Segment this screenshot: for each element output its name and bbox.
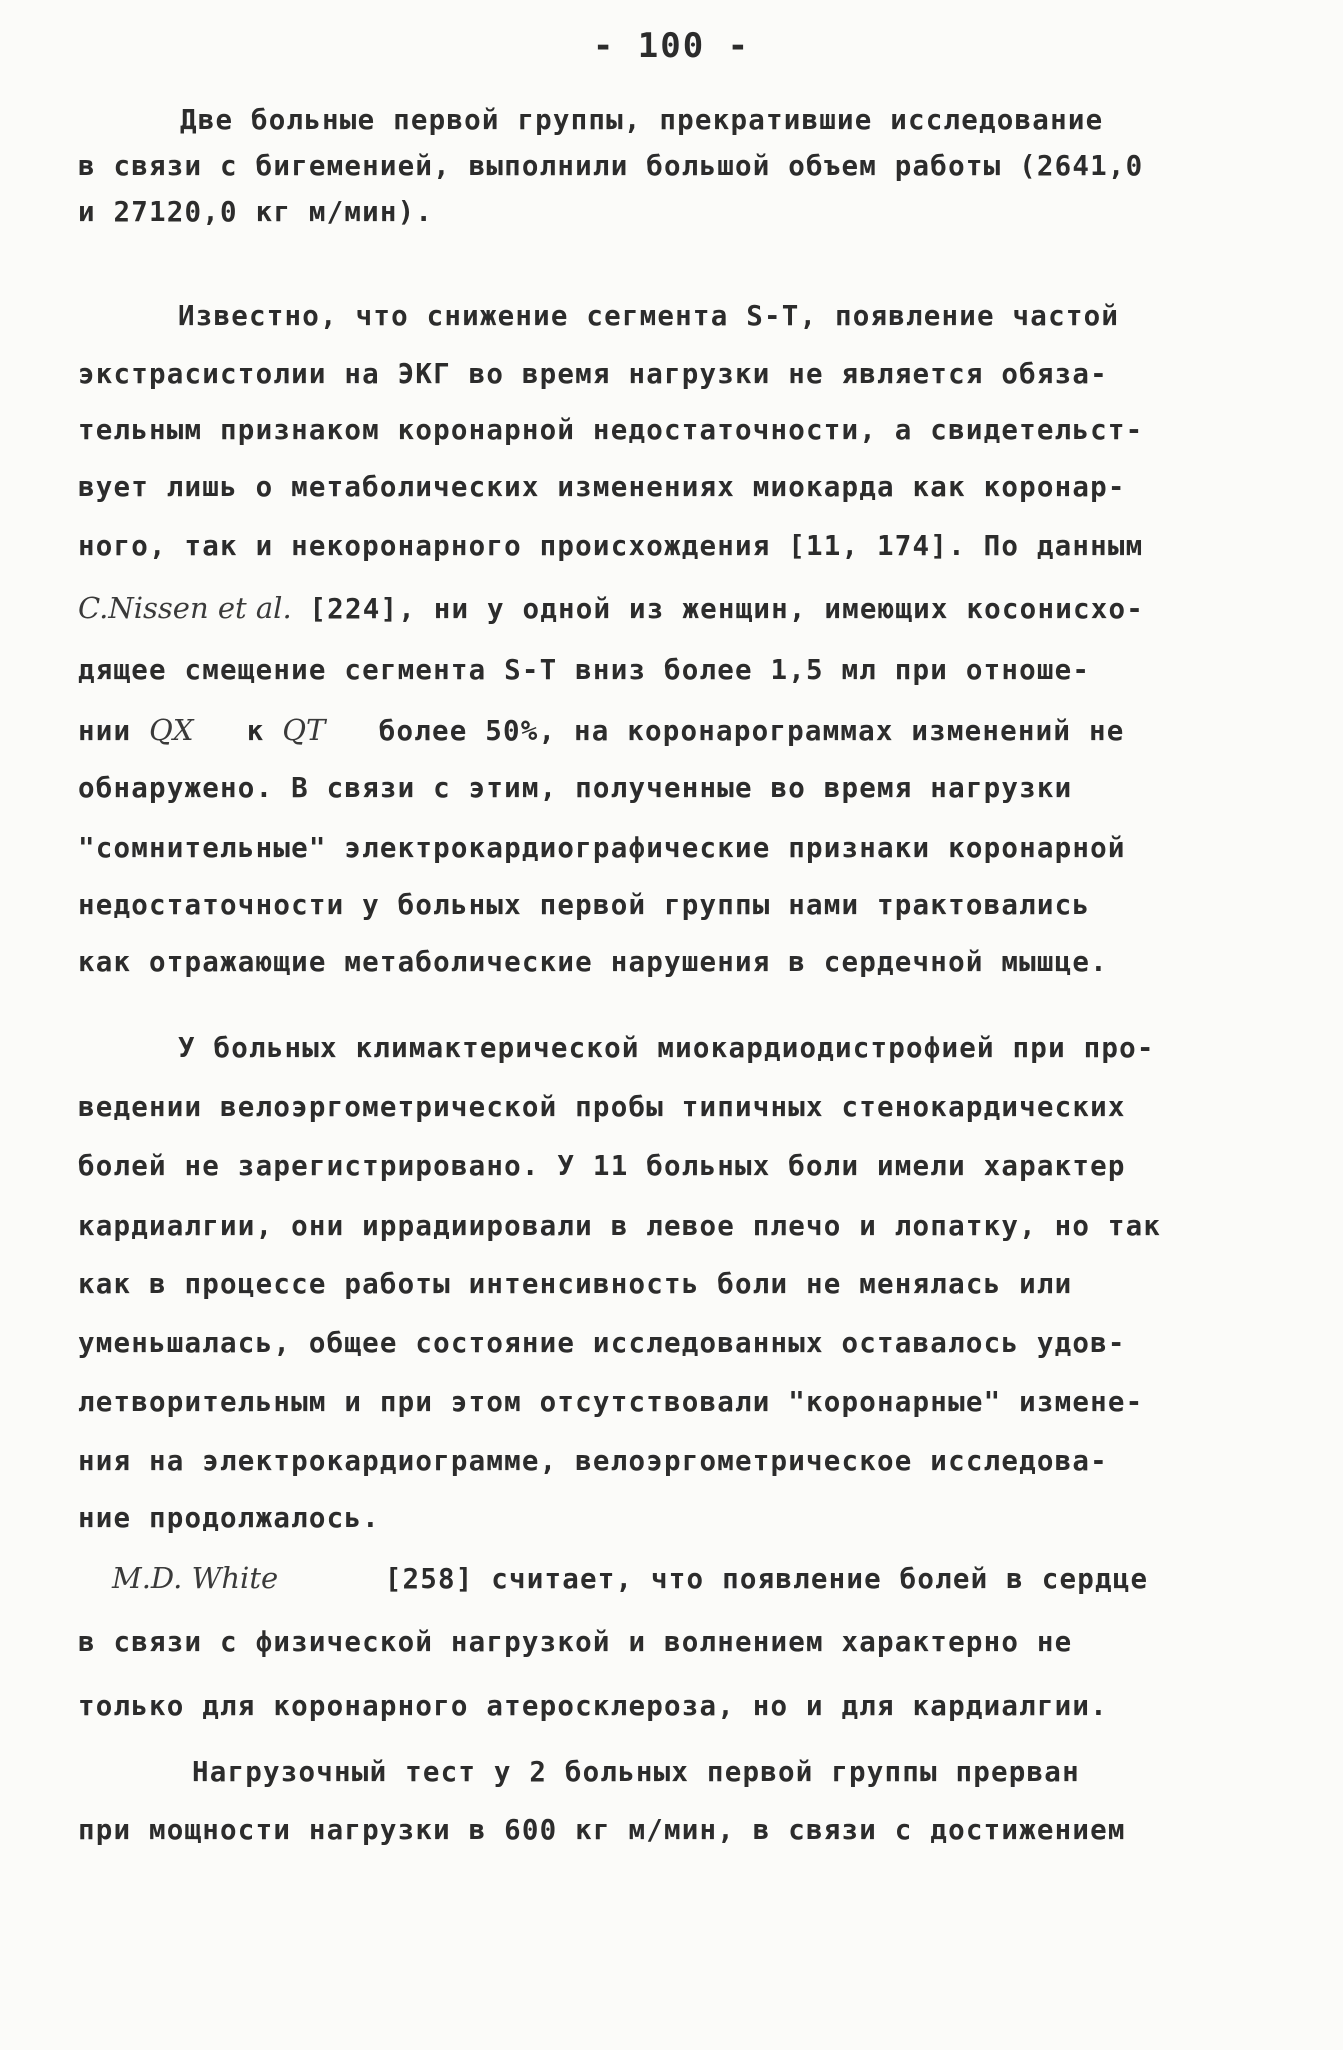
text-line: Нагрузочный тест у 2 больных первой группы прерван (192, 1756, 1080, 1788)
text-line: в связи с бигеменией, выполнили большой объем работы (2641,0 (78, 150, 1144, 182)
text-line: обнаружено. В связи с этим, полученные во время нагрузки (78, 772, 1073, 804)
text-span: к (246, 715, 265, 747)
text-span: [258] считает, что появление болей в сердце (384, 1563, 1149, 1595)
text-line: как отражающие метаболические нарушения в сердечной мышце. (78, 946, 1108, 978)
text-line: болей не зарегистрировано. У 11 больных боли имели характер (78, 1150, 1126, 1182)
text-line: ние продолжалось. (78, 1502, 380, 1534)
text-line: летворительным и при этом отсутствовали "коронарные" измене- (78, 1386, 1144, 1418)
handwritten-symbol: QT (282, 713, 326, 747)
handwritten-symbol: QX (149, 713, 194, 747)
text-line (112, 1558, 1148, 1599)
text-line (78, 710, 1124, 751)
text-line: Известно, что снижение сегмента S-T, появление частой (178, 300, 1120, 332)
text-line: при мощности нагрузки в 600 кг м/мин, в связи с достижением (78, 1814, 1126, 1846)
text-line: У больных климактерической миокардиодистрофией при про- (178, 1032, 1155, 1064)
text-line: и 27120,0 кг м/мин). (78, 196, 434, 228)
text-line: ния на электрокардиограмме, велоэргометрическое исследова- (78, 1445, 1108, 1477)
text-line: только для коронарного атеросклероза, но и для кардиалгии. (78, 1690, 1108, 1722)
text-line: тельным признаком коронарной недостаточности, а свидетельст- (78, 414, 1144, 446)
text-line: кардиалгии, они иррадиировали в левое плечо и лопатку, но так (78, 1210, 1162, 1242)
text-line: дящее смещение сегмента S-T вниз более 1,5 мл при отноше- (78, 654, 1091, 686)
handwritten-author: M.D. White (112, 1561, 279, 1595)
text-line: вует лишь о метаболических изменениях миокарда как коронар- (78, 471, 1126, 503)
text-span: более 50%, на коронарограммах изменений не (378, 715, 1125, 747)
text-line: в связи с физической нагрузкой и волнением характерно не (78, 1626, 1073, 1658)
text-line: уменьшалась, общее состояние исследованных оставалось удов- (78, 1327, 1126, 1359)
text-span: нии (78, 715, 132, 747)
text-line: ведении велоэргометрической пробы типичных стенокардических (78, 1091, 1126, 1123)
text-line: Две больные первой группы, прекратившие исследование (180, 104, 1104, 136)
text-span: [224], ни у одной из женщин, имеющих косонисхо- (291, 593, 1144, 625)
page-number: - 100 - (592, 26, 751, 66)
text-line: ного, так и некоронарного происхождения [11, 174]. По данным (78, 530, 1144, 562)
text-line (78, 588, 1144, 629)
handwritten-author: C.Nissen et al. (78, 591, 292, 625)
text-line: как в процессе работы интенсивность боли не менялась или (78, 1268, 1073, 1300)
text-line: недостаточности у больных первой группы нами трактовались (78, 889, 1091, 921)
text-line: "сомнительные" электрокардиографические признаки коронарной (78, 832, 1126, 864)
text-line: экстрасистолии на ЭКГ во время нагрузки не является обяза- (78, 358, 1108, 390)
